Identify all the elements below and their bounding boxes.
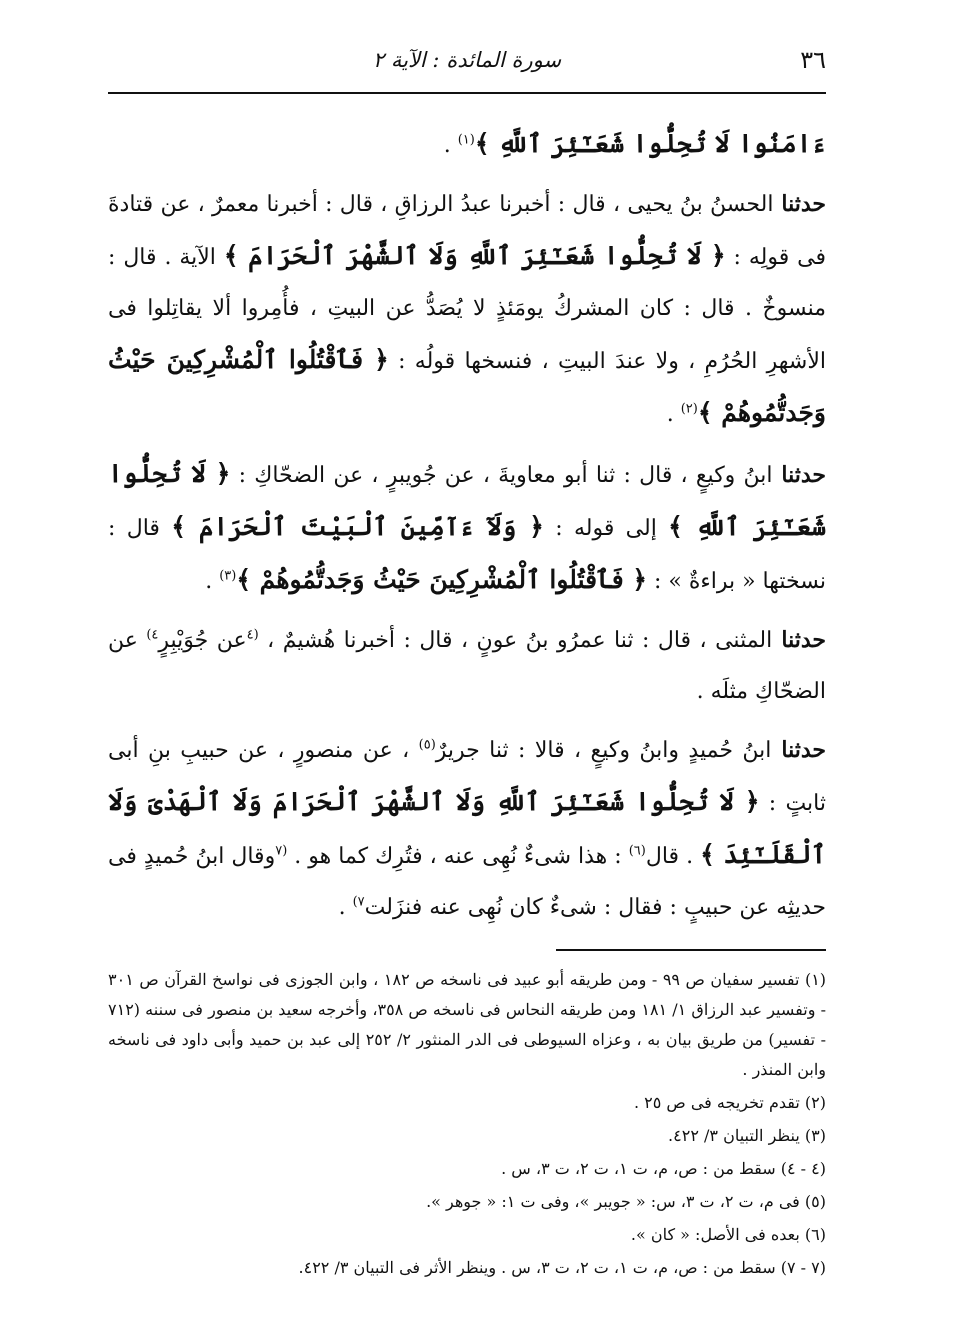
footnotes bbox=[108, 965, 826, 1283]
footnote: (٦) بعده فى الأصل: « كان ». bbox=[630, 1225, 826, 1244]
footnote: (٥) فى م، ت ٢، ت ٣، س: « جويبر »، وفى ت ١: « جوهر ». bbox=[426, 1192, 826, 1211]
footnote: (٧ - ٧) سقط من : ص، م، ت ١، ت ٢، ت ٣، س . وينظر الأثر فى التبيان ٣/ ٤٢٢. bbox=[298, 1258, 826, 1277]
paragraph-text: المثنى ، قال : ثنا عمرُو بنُ عونٍ ، قال : أخبرنا هُشيمٌ ، bbox=[258, 628, 773, 653]
quran-quote: ﴿ وَلَآ ءَآمِّينَ ٱلْبَيْتَ ٱلْحَرَامَ ﴾ bbox=[171, 512, 544, 541]
paragraph bbox=[108, 179, 826, 440]
footnote-ref: ٤) bbox=[146, 627, 159, 643]
paragraph-text: . bbox=[666, 402, 681, 427]
paragraph bbox=[108, 448, 826, 607]
isnad-opening: حدثنا bbox=[773, 191, 827, 217]
footnote: (٤ - ٤) سقط من : ص، م، ت ١، ت ٢، ت ٣، س . bbox=[501, 1159, 826, 1178]
book-page bbox=[108, 40, 826, 1301]
quran-quote: ءَامَنُوا لَا تُحِلُّوا شَعَـٰٓئِرَ ٱللَّهِ ﴾ bbox=[474, 129, 826, 158]
footnote-ref: (٧ bbox=[275, 843, 288, 859]
paragraph bbox=[108, 725, 826, 933]
quran-quote: ﴿ فَٱقْتُلُوا ٱلْمُشْرِكِينَ حَيْثُ وَجَدتُّمُوهُمْ ﴾ bbox=[108, 345, 826, 427]
isnad-opening: حدثنا bbox=[772, 462, 826, 488]
footnote-ref: (٣) bbox=[219, 568, 237, 584]
footnote-ref: (٥) bbox=[418, 737, 436, 753]
footnote-ref: (٦) bbox=[628, 843, 646, 859]
paragraph-text: عن الضحّاكِ مثلَه . bbox=[108, 628, 826, 704]
main-text bbox=[108, 118, 826, 933]
paragraph-text: ابنُ وكيعٍ ، قال : ثنا أبو معاويةَ ، عن جُويبرٍ ، عن الضحّاكِ : bbox=[230, 463, 773, 488]
footnote-ref: (٤ bbox=[246, 627, 259, 643]
paragraph-text: إلى قوله : bbox=[543, 516, 669, 541]
paragraph-text: . قال bbox=[645, 844, 701, 869]
quran-quote: ﴿ لَا تُحِلُّوا شَعَـٰٓئِرَ ٱللَّهِ ﴾ bbox=[108, 459, 826, 541]
paragraph-text: الحسنُ بنُ يحيى ، قال : أخبرنا عبدُ الرزاقِ ، قال : أخبرنا معمرٌ ، عن قتادةَ فى قولِه : bbox=[108, 192, 827, 270]
footnote: (٢) تقدم تخريجه فى ص ٢٥ . bbox=[633, 1093, 826, 1112]
page-number: ٣٦ bbox=[800, 46, 826, 74]
footnote: (١) تفسير سفيان ص ٩٩ - ومن طريقه أبو عبيد فى ناسخه ص ١٨٢ ، وابن الجوزى فى نواسخ القرآن ص ٣٠١ - وتفسير عبد الرزاق ١/ ١٨١ ومن طريقه النحاس فى ناسخه ص ٣٥٨، وأخرجه سعيد بن منصور فى سننه (٧١٢ - تفسير) من طريق بيان به ، وعزاه السيوطى فى الدر المنثور ٢/ ٢٥٢ إلى عبد بن حميد وأبى داود فى ناسخه وابن المنذر . bbox=[108, 970, 827, 1079]
footnote-ref: ٧) bbox=[352, 894, 365, 910]
paragraph bbox=[108, 118, 826, 171]
paragraph-text: قال : نسختها « براءةٌ » : bbox=[108, 516, 826, 594]
quran-quote: ﴿ لَا تُحِلُّوا شَعَـٰٓئِرَ ٱللَّهِ وَلَا ٱلشَّهْرَ ٱلْحَرَامَ وَلَا ٱلْهَدْىَ وَلَا ٱلْقَلَـٰٓئِدَ ﴾ bbox=[108, 787, 826, 869]
isnad-opening: حدثنا bbox=[771, 737, 826, 763]
running-title: سورة المائدة : الآية ٢ bbox=[372, 48, 562, 72]
paragraph-text: . bbox=[338, 895, 353, 920]
paragraph-text: وقال ابنُ حُميدٍ فى حديثِه عن حبيبٍ : فقال : شىءٌ كان نُهِى عنه فنزَلت bbox=[108, 844, 826, 920]
paragraph-text: عن جُوَيْبِرٍ bbox=[158, 628, 247, 653]
footnote-separator bbox=[556, 949, 826, 951]
footnote: (٣) ينظر التبيان ٣/ ٤٢٢. bbox=[668, 1126, 826, 1145]
paragraph-text: . bbox=[443, 133, 458, 158]
paragraph-text: . bbox=[205, 569, 220, 594]
quran-quote: ﴿ فَٱقْتُلُوا ٱلْمُشْرِكِينَ حَيْثُ وَجَدتُّمُوهُمْ ﴾ bbox=[236, 565, 648, 594]
footnote-ref: (١) bbox=[457, 132, 475, 148]
page-header bbox=[108, 40, 826, 94]
paragraph-text: الآية . قال : منسوخٌ . قال : كان المشركُ يومَئذٍ لا يُصَدُّ عن البيتِ ، فأُمِروا ألا يقاتِلوا فى الأشهرِ الحُرُمِ ، ولا عندَ البيتِ ، فنسخها قولُه : bbox=[108, 245, 826, 374]
paragraph-text: ابنُ حُميدٍ وابنُ وكيعٍ ، قالا : ثنا جريرٌ bbox=[435, 738, 772, 763]
paragraph-text: ، عن منصورٍ ، عن حبيبِ بنِ أبى ثابتٍ : bbox=[108, 738, 826, 816]
paragraph bbox=[108, 615, 826, 717]
isnad-opening: حدثنا bbox=[772, 627, 826, 653]
footnote-ref: (٢) bbox=[680, 401, 698, 417]
quran-quote: ﴿ لَا تُحِلُّوا شَعَـٰٓئِرَ ٱللَّهِ وَلَا ٱلشَّهْرَ ٱلْحَرَامَ ﴾ bbox=[223, 241, 726, 270]
paragraph-text: : هذا شىءٌ نُهِى عنه ، فتُرِك كما هو . bbox=[287, 844, 629, 869]
